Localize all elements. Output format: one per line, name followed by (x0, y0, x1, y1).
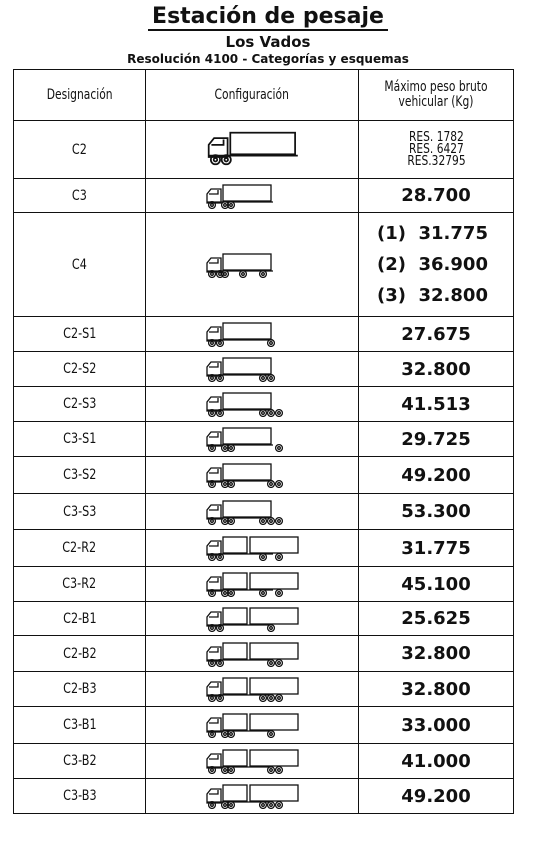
table-row (14, 744, 514, 779)
designation-label: C2-S1 (62, 326, 97, 342)
configuration-cell (146, 387, 359, 422)
truck-configuration-icon (205, 499, 299, 525)
configuration-cell (146, 352, 359, 387)
configuration-cell (146, 121, 359, 179)
weight-option (377, 280, 513, 311)
designation-label: C3-B1 (62, 717, 97, 733)
configuration-cell (146, 602, 359, 636)
weight-value: 41.513 (401, 393, 471, 415)
max-weight-cell (359, 779, 514, 814)
designation-cell (14, 744, 146, 779)
truck-configuration-icon (205, 321, 299, 347)
max-weight-cell (359, 602, 514, 636)
weight-value: 32.800 (401, 358, 471, 380)
weight-value: 29.725 (401, 428, 471, 450)
table-row (14, 457, 514, 494)
designation-cell (14, 530, 146, 567)
configuration-cell (146, 636, 359, 672)
page-title (0, 4, 536, 30)
table-row (14, 352, 514, 387)
weight-value: RES.32795 (406, 153, 466, 169)
max-weight-cell (359, 707, 514, 744)
header-configuration (146, 70, 359, 121)
designation-label: C2-R2 (62, 540, 97, 556)
table-row (14, 707, 514, 744)
table-row (14, 636, 514, 672)
truck-configuration-icon (205, 641, 299, 667)
weight-value: RES. 1782 (408, 129, 464, 145)
weight-value: 25.625 (401, 608, 471, 629)
truck-configuration-icon (205, 571, 299, 597)
truck-configuration-icon (205, 183, 299, 209)
configuration-cell (146, 707, 359, 744)
designation-label: C3-B2 (62, 753, 97, 769)
truck-configuration-icon (205, 391, 299, 417)
designation-cell (14, 494, 146, 530)
header-configuration-label: Configuración (214, 86, 290, 103)
designation-label: C2-B2 (62, 645, 97, 662)
weight-value: 32.800 (401, 678, 471, 700)
table-row (14, 530, 514, 567)
designation-label: C2-B1 (62, 610, 97, 627)
weight-value: 32.800 (401, 643, 471, 664)
table-row (14, 422, 514, 457)
header-max-weight-label: Máximo peso bruto vehicular (Kg) (384, 79, 488, 110)
weight-value: 41.000 (401, 750, 471, 772)
designation-cell (14, 179, 146, 213)
designation-cell (14, 567, 146, 602)
table-row (14, 602, 514, 636)
weight-value: 31.775 (401, 537, 471, 559)
weight-value: 53.300 (401, 501, 471, 522)
table-row (14, 567, 514, 602)
max-weight-cell (359, 457, 514, 494)
max-weight-cell (359, 121, 514, 179)
max-weight-cell (359, 672, 514, 707)
header-designation-label: Designación (46, 86, 113, 103)
truck-configuration-icon (206, 130, 298, 170)
designation-label: C3-S3 (62, 503, 97, 520)
designation-cell (14, 457, 146, 494)
weight-value: 45.100 (401, 573, 471, 595)
configuration-cell (146, 567, 359, 602)
designation-label: C3-R2 (62, 576, 97, 592)
designation-cell (14, 213, 146, 317)
designation-cell (14, 707, 146, 744)
table-row (14, 387, 514, 422)
table-row (14, 317, 514, 352)
configuration-cell (146, 457, 359, 494)
designation-label: C3-S2 (62, 467, 97, 483)
configuration-cell (146, 530, 359, 567)
weight-option (377, 218, 513, 249)
designation-cell (14, 422, 146, 457)
designation-cell (14, 779, 146, 814)
max-weight-cell (359, 317, 514, 352)
designation-label: C2-S3 (62, 396, 97, 412)
max-weight-cell (359, 744, 514, 779)
weight-value: (2) 36.900 (377, 254, 488, 275)
designation-cell (14, 672, 146, 707)
configuration-cell (146, 422, 359, 457)
designation-cell (14, 352, 146, 387)
weight-value: 27.675 (401, 323, 471, 345)
weight-value: (1) 31.775 (377, 223, 488, 244)
table-row (14, 213, 514, 317)
resolution-caption: Resolución 4100 - Categorías y esquemas (127, 52, 409, 66)
max-weight-cell (359, 213, 514, 317)
truck-configuration-icon (205, 462, 299, 488)
designation-label: C3-S1 (62, 431, 97, 447)
header-max-weight (359, 70, 514, 121)
designation-cell (14, 121, 146, 179)
weights-table (13, 69, 514, 814)
resolution-reference (359, 153, 513, 169)
truck-configuration-icon (205, 676, 299, 702)
designation-label: C2-B3 (62, 681, 97, 697)
designation-cell (14, 387, 146, 422)
max-weight-cell (359, 636, 514, 672)
max-weight-cell (359, 422, 514, 457)
max-weight-cell (359, 179, 514, 213)
truck-configuration-icon (205, 783, 299, 809)
weight-value: 49.200 (401, 785, 471, 807)
max-weight-cell (359, 567, 514, 602)
header-designation (14, 70, 146, 121)
table-row (14, 779, 514, 814)
truck-configuration-icon (205, 748, 299, 774)
designation-label: C2 (72, 141, 87, 158)
max-weight-cell (359, 494, 514, 530)
weight-value: (3) 32.800 (377, 285, 488, 306)
configuration-cell (146, 494, 359, 530)
table-row (14, 672, 514, 707)
designation-label: C4 (72, 256, 87, 273)
truck-configuration-icon (205, 252, 299, 278)
configuration-cell (146, 744, 359, 779)
configuration-cell (146, 317, 359, 352)
station-name: Los Vados (225, 33, 311, 51)
weight-value: 28.700 (401, 185, 471, 206)
truck-configuration-icon (205, 356, 299, 382)
configuration-cell (146, 779, 359, 814)
max-weight-cell (359, 387, 514, 422)
truck-configuration-icon (205, 606, 299, 632)
truck-configuration-icon (205, 535, 299, 561)
weight-value: 49.200 (401, 464, 471, 486)
designation-cell (14, 636, 146, 672)
designation-label: C2-S2 (62, 361, 97, 377)
configuration-cell (146, 179, 359, 213)
designation-label: C3 (72, 187, 87, 204)
table-header-row (14, 70, 514, 121)
table-row (14, 179, 514, 213)
designation-cell (14, 317, 146, 352)
max-weight-cell (359, 530, 514, 567)
truck-configuration-icon (205, 712, 299, 738)
configuration-cell (146, 672, 359, 707)
weight-value: 33.000 (401, 714, 471, 736)
weight-value: RES. 6427 (408, 141, 464, 157)
table-row (14, 121, 514, 179)
designation-label: C3-B3 (62, 788, 97, 804)
weight-option (377, 249, 513, 280)
truck-configuration-icon (205, 426, 299, 452)
max-weight-cell (359, 352, 514, 387)
designation-cell (14, 602, 146, 636)
title-text: Estación de pesaje (148, 4, 388, 31)
configuration-cell (146, 213, 359, 317)
table-row (14, 494, 514, 530)
